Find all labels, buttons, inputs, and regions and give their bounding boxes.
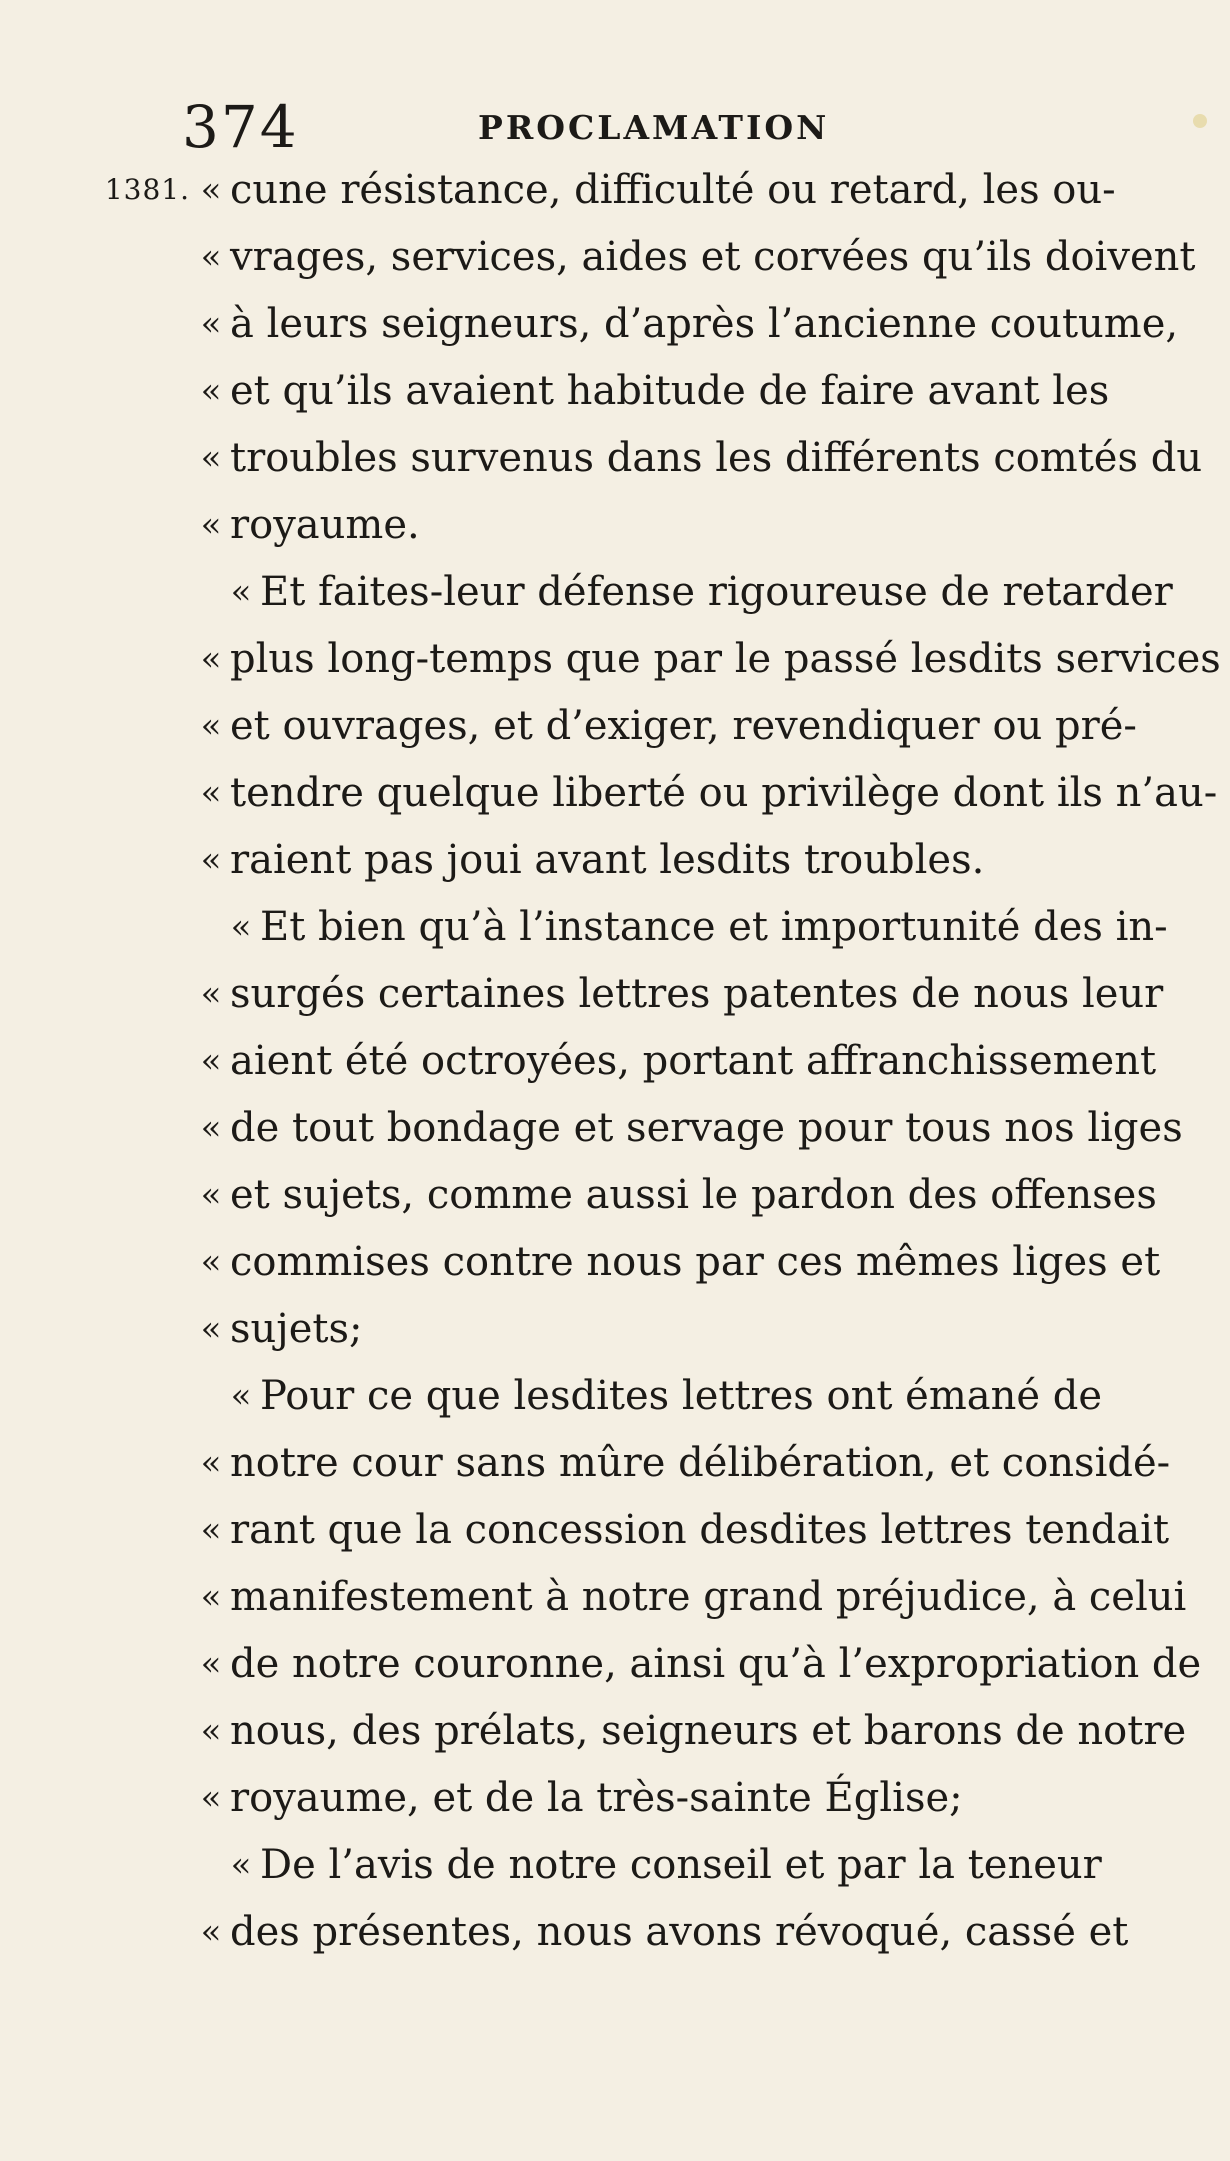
line-text: des présentes, nous avons révoqué, cassé et	[230, 1909, 1129, 1955]
text-line	[0, 495, 1230, 555]
quote-mark: «	[230, 1376, 252, 1416]
quote-mark: «	[200, 1912, 222, 1952]
text-line	[0, 964, 1230, 1024]
text-line	[0, 763, 1230, 823]
quote-mark: «	[200, 706, 222, 746]
quote-mark: «	[200, 1041, 222, 1081]
text-line	[0, 361, 1230, 421]
text-line	[0, 1433, 1230, 1493]
line-text: commises contre nous par ces mêmes liges et	[230, 1239, 1161, 1285]
line-text: à leurs seigneurs, d’après l’ancienne coutume,	[230, 301, 1179, 347]
text-line	[0, 1768, 1230, 1828]
quote-mark: «	[200, 438, 222, 478]
text-line	[0, 227, 1230, 287]
quote-mark: «	[200, 237, 222, 277]
quote-mark: «	[200, 1778, 222, 1818]
quote-mark: «	[230, 572, 252, 612]
text-line	[0, 1567, 1230, 1627]
quote-mark: «	[200, 840, 222, 880]
quote-mark: «	[200, 639, 222, 679]
quote-mark: «	[200, 1577, 222, 1617]
quote-mark: «	[200, 1443, 222, 1483]
text-line	[0, 294, 1230, 354]
quote-mark: «	[230, 907, 252, 947]
text-line	[0, 696, 1230, 756]
line-text: aient été octroyées, portant affranchissement	[230, 1038, 1157, 1084]
margin-year-note: 1381.	[104, 173, 190, 206]
page-number: 374	[182, 93, 299, 161]
quote-mark: «	[200, 1108, 222, 1148]
quote-mark: «	[200, 1242, 222, 1282]
line-text: Et faites-leur défense rigoureuse de retarder	[260, 569, 1173, 615]
line-text: royaume, et de la très-sainte Église;	[230, 1775, 963, 1821]
line-text: de tout bondage et servage pour tous nos liges	[230, 1105, 1183, 1151]
line-text: De l’avis de notre conseil et par la teneur	[260, 1842, 1102, 1888]
line-text: tendre quelque liberté ou privilège dont ils n’au-	[230, 770, 1218, 816]
text-line	[0, 1902, 1230, 1962]
line-text: nous, des prélats, seigneurs et barons de notre	[230, 1708, 1187, 1754]
text-line	[0, 428, 1230, 488]
line-text: royaume.	[230, 502, 420, 548]
text-line	[0, 1500, 1230, 1560]
line-text: rant que la concession desdites lettres tendait	[230, 1507, 1170, 1553]
line-text: et qu’ils avaient habitude de faire avant les	[230, 368, 1110, 414]
text-line	[0, 1031, 1230, 1091]
running-title: PROCLAMATION	[478, 108, 830, 147]
text-line	[0, 830, 1230, 890]
text-line	[0, 1835, 1230, 1895]
line-text: vrages, services, aides et corvées qu’ils doivent	[230, 234, 1196, 280]
quote-mark: «	[200, 1711, 222, 1751]
line-text: et ouvrages, et d’exiger, revendiquer ou pré-	[230, 703, 1137, 749]
text-line	[0, 1701, 1230, 1761]
quote-mark: «	[200, 1309, 222, 1349]
text-line	[0, 1299, 1230, 1359]
line-text: manifestement à notre grand préjudice, à celui	[230, 1574, 1187, 1620]
text-line	[0, 1232, 1230, 1292]
quote-mark: «	[200, 170, 222, 210]
line-text: et sujets, comme aussi le pardon des offenses	[230, 1172, 1157, 1218]
line-text: surgés certaines lettres patentes de nous leur	[230, 971, 1164, 1017]
text-line	[0, 897, 1230, 957]
line-text: sujets;	[230, 1306, 363, 1352]
text-line	[0, 1634, 1230, 1694]
text-line	[0, 1165, 1230, 1225]
line-text: Pour ce que lesdites lettres ont émané de	[260, 1373, 1103, 1419]
line-text: Et bien qu’à l’instance et importunité des in-	[260, 904, 1168, 950]
quote-mark: «	[230, 1845, 252, 1885]
quote-mark: «	[200, 304, 222, 344]
quote-mark: «	[200, 1175, 222, 1215]
quote-mark: «	[200, 773, 222, 813]
quote-mark: «	[200, 974, 222, 1014]
text-line	[0, 1366, 1230, 1426]
line-text: troubles survenus dans les différents comtés du	[230, 435, 1203, 481]
quote-mark: «	[200, 1510, 222, 1550]
line-text: raient pas joui avant lesdits troubles.	[230, 837, 985, 883]
line-text: de notre couronne, ainsi qu’à l’expropriation de	[230, 1641, 1202, 1687]
text-line	[0, 562, 1230, 622]
quote-mark: «	[200, 505, 222, 545]
text-line	[0, 629, 1230, 689]
quote-mark: «	[200, 371, 222, 411]
quote-mark: «	[200, 1644, 222, 1684]
line-text: cune résistance, difficulté ou retard, les ou-	[230, 167, 1116, 213]
text-line	[0, 1098, 1230, 1158]
line-text: plus long-temps que par le passé lesdits services	[230, 636, 1221, 682]
line-text: notre cour sans mûre délibération, et considé-	[230, 1440, 1171, 1486]
page-header	[0, 92, 1230, 162]
text-line	[0, 160, 1230, 220]
